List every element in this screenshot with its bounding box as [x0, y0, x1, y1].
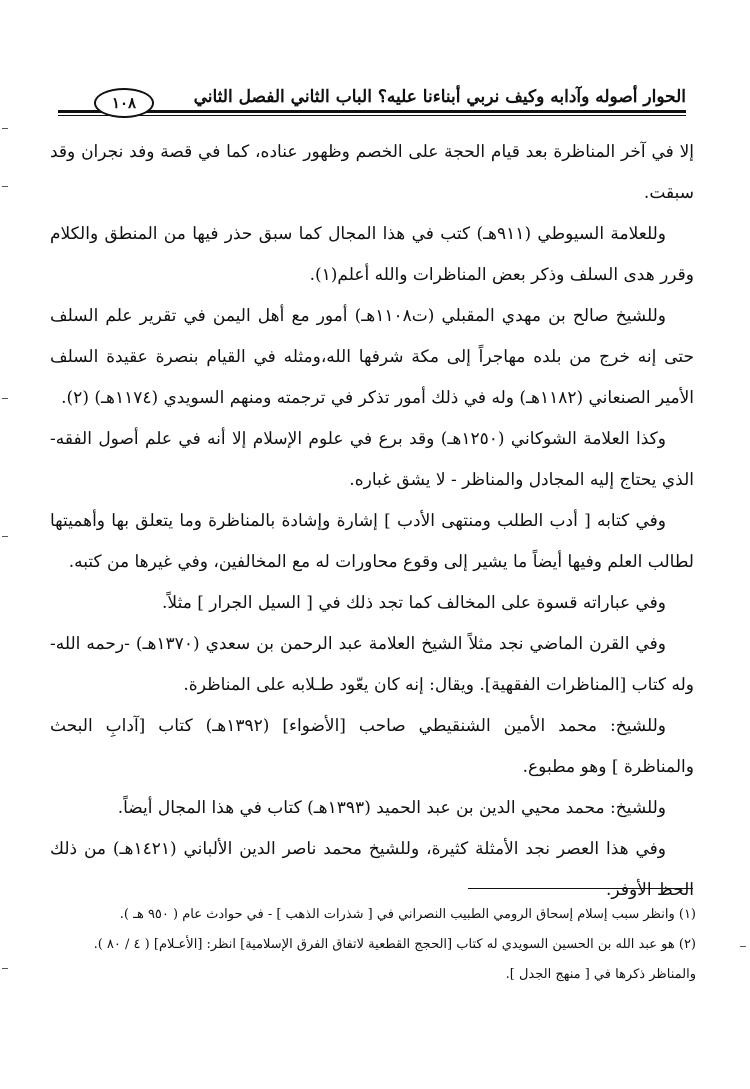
footnotes: [48, 900, 696, 990]
footnote-separator: [468, 888, 693, 889]
paragraph: إلا في آخر المناظرة بعد قيام الحجة على الخصم وظهور عناده، كما في قصة وفد نجران وقد سبقت.: [50, 142, 694, 203]
running-header: [58, 86, 686, 118]
header-rule-thin: [58, 115, 686, 116]
paragraph: وللشيخ: محمد محيي الدين بن عبد الحميد (١٣٩٣هـ) كتاب في هذا المجال أيضاً.: [117, 798, 666, 818]
scan-margin-mark: [2, 968, 8, 969]
paragraph: وللعلامة السيوطي (٩١١هـ) كتب في هذا المجال كما سبق حذر فيها من المنطق والكلام وقرر هدى السلف وذكر بعض المناظرات والله أعلم(١).: [50, 224, 694, 285]
paragraph: وفي هذا العصر نجد الأمثلة كثيرة، وللشيخ محمد ناصر الدين الألباني (١٤٢١هـ) من ذلك الحظ الأوفر.: [50, 839, 694, 900]
footnote: (٢) هو عبد الله بن الحسين السويدي له كتاب [الحجج القطعية لاتفاق الفرق الإسلامية] انظر: [الأعـلام] ( ٤ / ٨٠ ). والمناظر ذكرها في [ منهج الجدل ].: [93, 937, 696, 982]
header-rule: [58, 110, 686, 113]
scan-margin-mark: [2, 536, 8, 537]
paragraph: وكذا العلامة الشوكاني (١٢٥٠هـ) وقد برع في علوم الإسلام إلا أنه في علم أصول الفقه- الذي يحتاج إليه المجادل والمناظر - لا يشق غباره.: [50, 429, 694, 490]
footnote: (١) وانظر سبب إسلام إسحاق الرومي الطبيب النصراني في [ شذرات الذهب ] - في حوادث عام ( ٩٥٠ هـ ).: [119, 907, 696, 922]
paragraph: وللشيخ صالح بن مهدي المقبلي (ت١١٠٨هـ) أمور مع أهل اليمن في تقرير علم السلف حتى إنه خرج من بلده مهاجراً إلى مكة شرفها الله،ومثله في القيام بنصرة عقيدة السلف الأمير الصنعاني (١١٨٢هـ) وله في ذلك أمور تذكر في ترجمته ومنهم السويدي (١١٧٤هـ) (٢).: [50, 306, 694, 408]
scan-margin-mark: [2, 128, 8, 129]
paragraph: وفي عباراته قسوة على المخالف كما تجد ذلك في [ السيل الجرار ] مثلاً.: [162, 593, 666, 613]
page-number: ١٠٨: [94, 88, 154, 118]
scan-margin-mark: [740, 946, 746, 947]
main-text: [50, 132, 694, 911]
paragraph: وللشيخ: محمد الأمين الشنقيطي صاحب [الأضواء] (١٣٩٢هـ) كتاب [آدابِ البحث والمناظرة ] وهو مطبوع.: [50, 716, 694, 777]
header-title: الحوار أصوله وآدابه وكيف نربي أبناءنا عليه؟ الباب الثاني الفصل الثاني: [193, 87, 686, 107]
paragraph: وفي القرن الماضي نجد مثلاً الشيخ العلامة عبد الرحمن بن سعدي (١٣٧٠هـ) -رحمه الله- وله كتاب [المناظرات الفقهية]. ويقال: إنه كان يعّود طـلابه على المناظرة.: [50, 634, 694, 695]
scan-margin-mark: [2, 186, 8, 187]
paragraph: وفي كتابه [ أدب الطلب ومنتهى الأدب ] إشارة وإشادة بالمناظرة وما يتعلق بها وأهميتها لطالب العلم وفيها أيضاً ما يشير إلى وقوع محاورات له مع المخالفين، وفي غيرها من كتبه.: [50, 511, 694, 572]
scan-margin-mark: [2, 398, 8, 399]
